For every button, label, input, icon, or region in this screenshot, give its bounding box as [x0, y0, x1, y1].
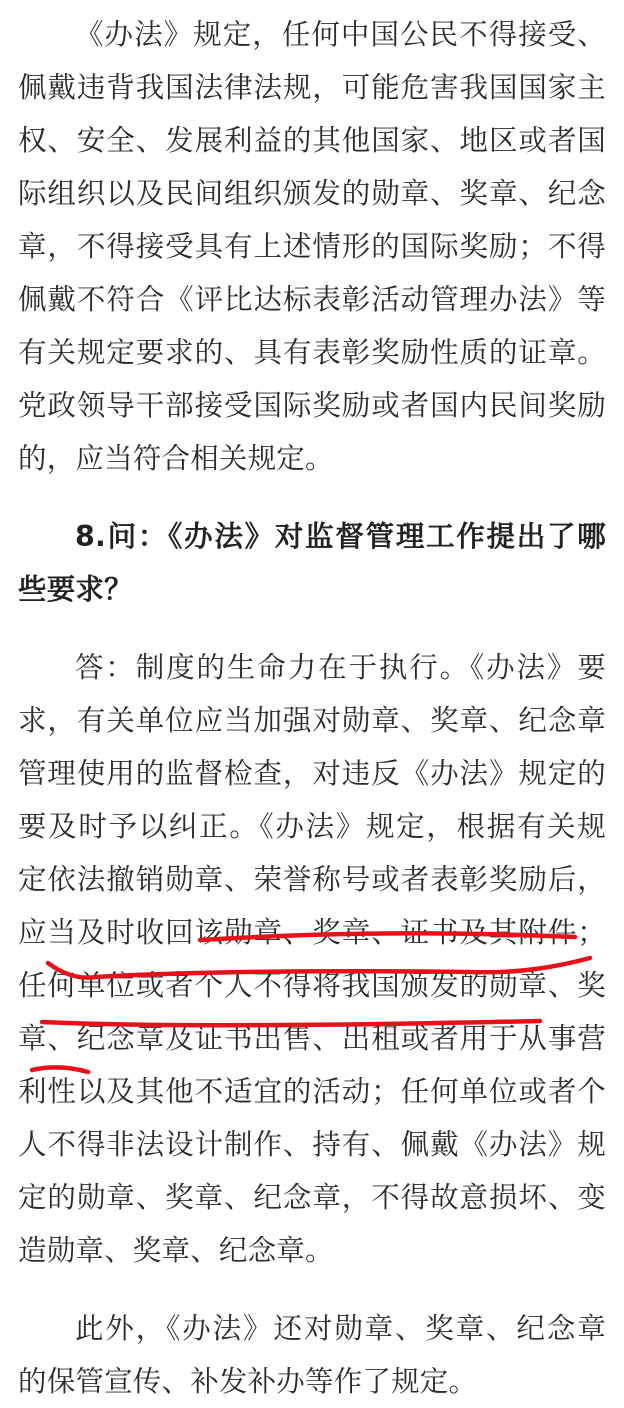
article-body	[18, 8, 606, 1408]
answer-text: 答：制度的生命力在于执行。《办法》要求，有关单位应当加强对勋章、奖章、纪念章管理使用的监督检查，对违反《办法》规定的要及时予以纠正。《办法》规定，根据有关规定依法撤销勋章、荣誉称号或者表彰奖励后，应当及时收回该勋章、奖章、证书及其附件；任何单位或者个人不得将我国颁发的勋章、奖章、纪念章及证书出售、出租或者用于从事营利性以及其他不适宜的活动；	[18, 651, 606, 1108]
paragraph-other-provisions: 此外，《办法》还对勋章、奖章、纪念章的保管宣传、补发补办等作了规定。	[18, 1312, 606, 1398]
paragraph-medal-acceptance-rules: 《办法》规定，任何中国公民不得接受、佩戴违背我国法律法规，可能危害我国国家主权、安全、发展利益的其他国家、地区或者国际组织以及民间组织颁发的勋章、奖章、纪念章，不得接受具有上述情形的国际奖励；不得佩戴不符合《评比达标表彰活动管理办法》等有关规定要求的、具有表彰奖励性质的证章。党政领导干部接受国际奖励或者国内民间奖励的，应当符合相关规定。	[18, 18, 606, 475]
answer-paragraph-8	[18, 641, 606, 1277]
question-heading-8: 8.问：《办法》对监督管理工作提出了哪些要求？	[18, 520, 606, 606]
underlined-text: 任何单位或者个人不得非法设计制作、持有、佩戴《办法》规定的勋章、奖章、纪念章，不得故意损坏、变造勋章、奖章、纪念章。	[18, 1075, 606, 1267]
